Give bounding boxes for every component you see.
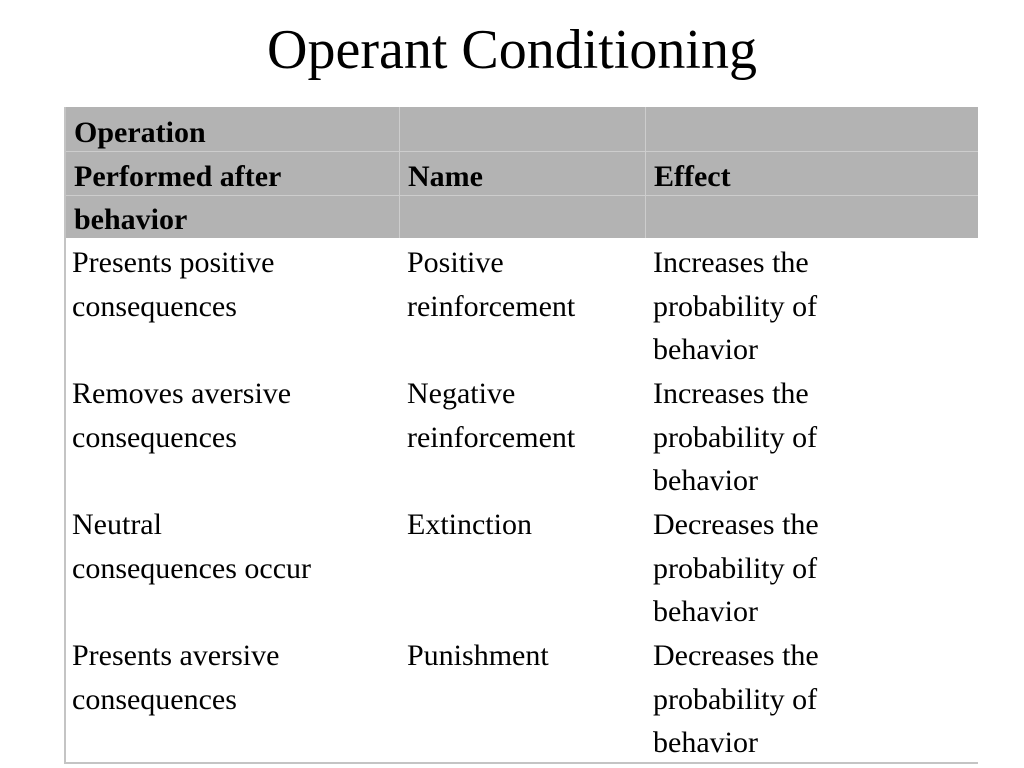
row-1-name: Positive reinforcement xyxy=(407,246,576,323)
row-4-name: Punishment xyxy=(407,639,549,672)
table-header-row xyxy=(66,107,978,238)
row-1-operation: Presents positive consequences xyxy=(72,246,275,323)
header-operation: Operation Performed after behavior xyxy=(74,116,282,237)
row-2-name: Negative reinforcement xyxy=(407,377,576,454)
header-effect: Effect xyxy=(654,160,731,193)
row-3-name: Extinction xyxy=(407,508,532,541)
row-4-effect: Decreases the probability of behavior xyxy=(653,639,819,760)
row-2-operation: Removes aversive consequences xyxy=(72,377,292,454)
slide-title: Operant Conditioning xyxy=(267,19,757,81)
operant-conditioning-table xyxy=(64,107,978,764)
row-2-effect: Increases the probability of behavior xyxy=(653,377,818,498)
row-3-operation: Neutral consequences occur xyxy=(72,508,312,585)
header-name: Name xyxy=(408,160,483,193)
header-column-divider xyxy=(645,107,646,238)
row-3-effect: Decreases the probability of behavior xyxy=(653,508,819,629)
row-4-operation: Presents aversive consequences xyxy=(72,639,280,716)
header-column-divider xyxy=(399,107,400,238)
row-1-effect: Increases the probability of behavior xyxy=(653,246,818,367)
